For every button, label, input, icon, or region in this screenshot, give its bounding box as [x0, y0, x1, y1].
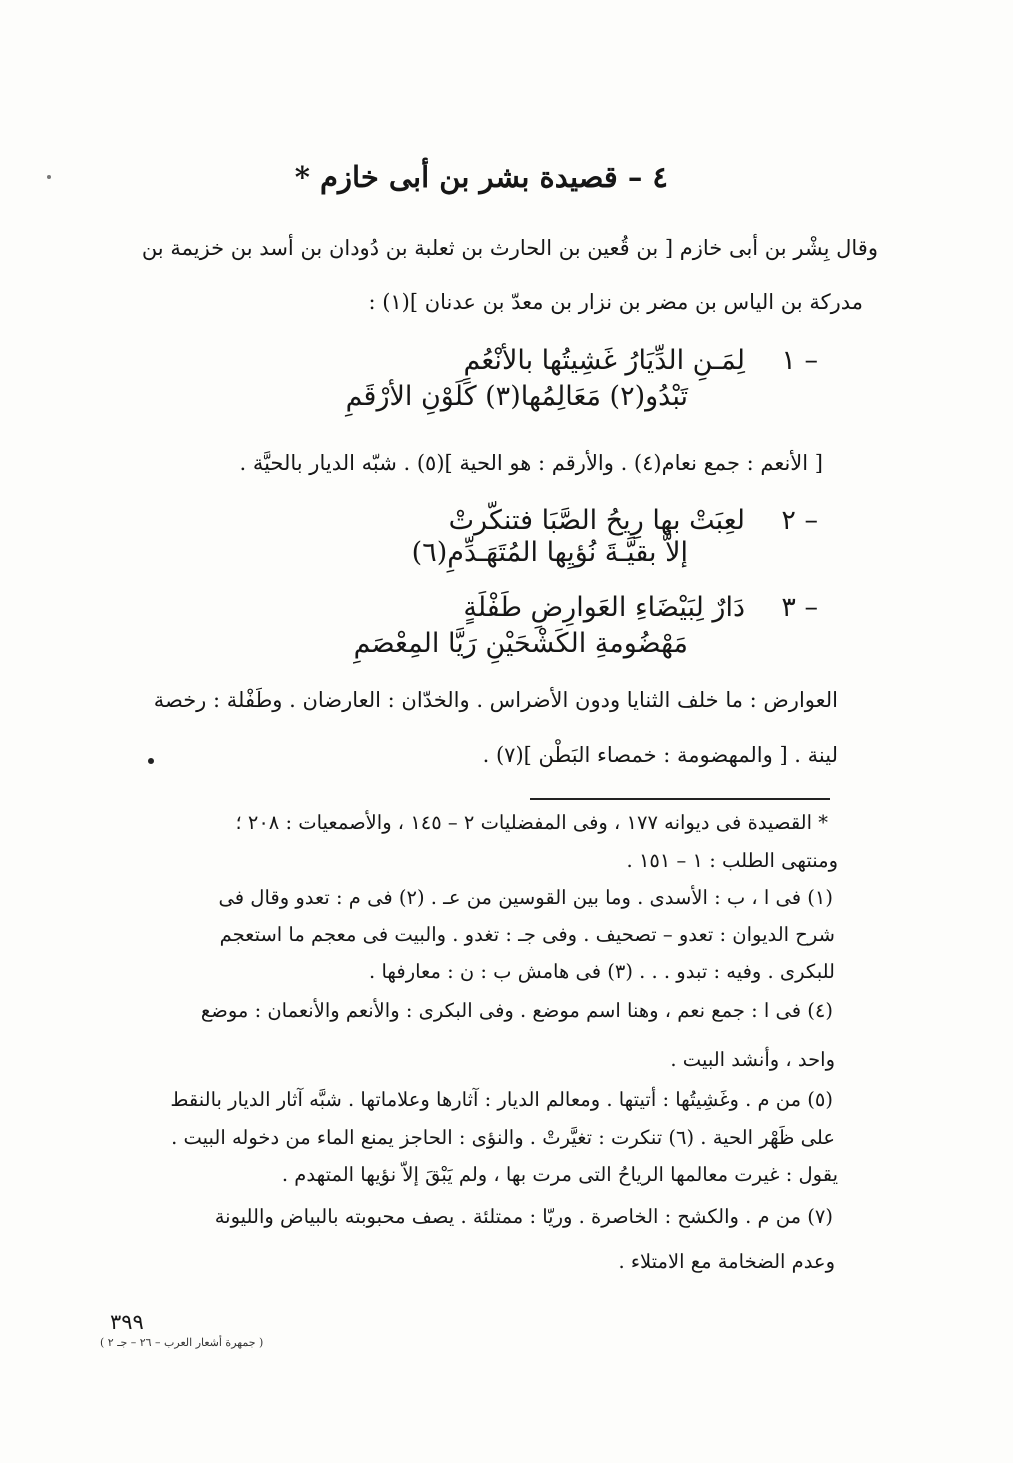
footnote-separator	[530, 798, 830, 800]
footnote-4-line-1: (٤) فى ا : جمع نعم ، وهنا اسم موضع . وفى البكرى : والأنعم والأنعمان : موضع	[200, 999, 833, 1022]
page-number: ٣٩٩	[110, 1310, 144, 1334]
ink-dot	[148, 758, 154, 764]
verse-3-number: ٣ –	[781, 592, 818, 623]
verse-1-number: ١ –	[781, 345, 818, 376]
verse-2-second-hemistich: إلاَّ بقيَّـةَ نُؤيِها المُتَهَـدِّمِ(٦)	[411, 537, 688, 568]
verse-1-gloss: [ الأنعم : جمع نعام(٤) . والأرقم : هو الحية ](٥) . شبّه الديار بالحيَّة .	[239, 451, 823, 475]
verse-2-first-hemistich: لعِبَتْ بها رِيحُ الصَّبَا فتنكّرتْ	[448, 505, 745, 536]
footnote-4-line-2: واحد ، وأنشد البيت .	[670, 1048, 835, 1071]
verse-1-first-hemistich: لِمَـنِ الدِّيَارُ غَشِيتُها بالأنْعُمِ	[463, 345, 745, 376]
verse-1-second-hemistich: تَبْدُو(٢) مَعَالِمُها(٣) كَلَوْنِ الأرْقَمِ	[345, 381, 688, 412]
poem-title: ٤ – قصيدة بشر بن أبى خازم *	[294, 160, 668, 194]
verse-3-first-hemistich: دَارٌ لِبَيْضَاءِ العَوارِضِ طَفْلَةٍ	[463, 592, 745, 623]
footnote-star-line-2: ومنتهى الطلب : ١ – ١٥١ .	[626, 849, 838, 872]
intro-line-1: وقال بِشْر بن أبى خازم [ بن قُعين بن الحارث بن ثعلبة بن دُودان بن أسد بن خزيمة بن	[141, 236, 878, 260]
footnote-2-continued: شرح الديوان : تعدو – تصحيف . وفى جـ : تغدو . والبيت فى معجم ما استعجم	[219, 923, 835, 946]
footnote-star-line-1: * القصيدة فى ديوانه ١٧٧ ، وفى المفضليات ٢ – ١٤٥ ، والأصمعيات : ٢٠٨ ؛	[235, 811, 828, 834]
verse-2-number: ٢ –	[781, 505, 818, 536]
signature-footer: ( جمهرة أشعار العرب – ٢٦ – جـ ٢ )	[100, 1336, 264, 1349]
footnote-6-continued: يقول : غيرت معالمها الرياحُ التى مرت بها ، ولم يَبْقَ إلاّ نؤيها المتهدم .	[281, 1163, 838, 1186]
footnote-3-line: للبكرى . وفيه : تبدو . . . (٣) فى هامش ب : ن : معارفها .	[369, 960, 835, 983]
intro-line-2: مدركة بن الياس بن مضر بن نزار بن معدّ بن عدنان ](١) :	[368, 290, 863, 314]
verse-3-gloss-line-1: العوارض : ما خلف الثنايا ودون الأضراس . والخدّان : العارضان . وطَفْلة : رخصة	[153, 688, 838, 712]
footnote-7-line-1: (٧) من م . والكشح : الخاصرة . وريّا : ممتلئة . يصف محبوبته بالبياض والليونة	[214, 1205, 833, 1228]
footnote-7-line-2: وعدم الضخامة مع الامتلاء .	[618, 1250, 835, 1273]
footnote-5-6-line: على ظَهْر الحية . (٦) تنكرت : تغيَّرتْ . والنؤى : الحاجز يمنع الماء من دخوله البيت .	[171, 1126, 835, 1149]
verse-3-second-hemistich: مَهْضُومةِ الكَشْحَيْنِ رَيَّا المِعْصَمِ	[353, 628, 688, 659]
verse-3-gloss-line-2: لينة . [ والمهضومة : خمصاء البَطْن ](٧) .	[482, 743, 838, 767]
scan-speck	[47, 175, 51, 179]
footnote-5-line-1: (٥) من م . وغَشِيتُها : أتيتها . ومعالم الديار : آثارها وعلاماتها . شبَّه آثار الديار بالنقط	[170, 1088, 833, 1111]
footnote-1-2-line: (١) فى ا ، ب : الأسدى . وما بين القوسين من عـ . (٢) فى م : تعدو وقال فى	[218, 886, 833, 909]
